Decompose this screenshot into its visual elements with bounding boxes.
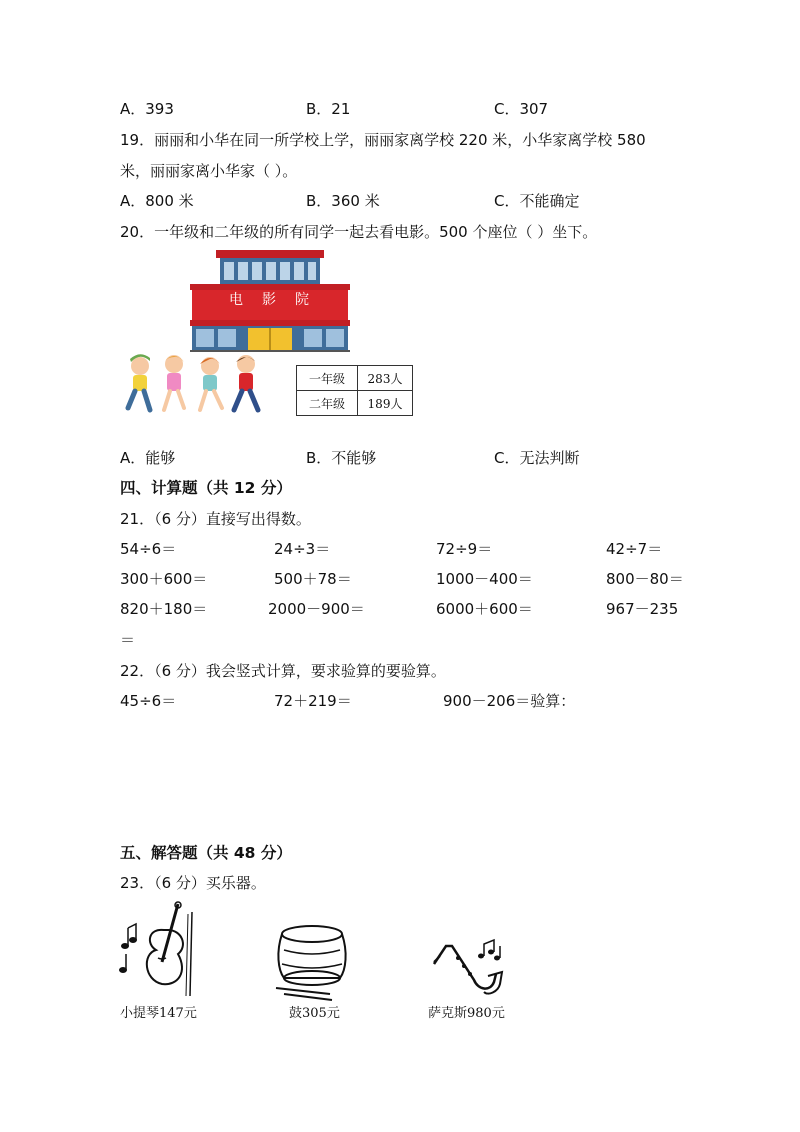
cinema-sign-char-1: 电 xyxy=(229,292,243,308)
q19-option-a: A．800 米 xyxy=(120,192,194,210)
violin-icon xyxy=(118,900,198,1002)
q21-item: 500＋78＝ xyxy=(274,570,352,588)
cinema-sign-char-2: 影 xyxy=(262,292,276,308)
q21-item: 820＋180＝ xyxy=(120,600,208,618)
cinema-sign-char-3: 院 xyxy=(295,292,309,308)
saxophone-label: 萨克斯980元 xyxy=(428,1006,505,1021)
q20-option-c: C．无法判断 xyxy=(494,449,580,467)
q22-item: 45÷6＝ xyxy=(120,692,177,710)
table-row xyxy=(297,366,413,391)
q21-text: 21．（6 分）直接写出得数。 xyxy=(120,510,311,528)
q19-option-b: B．360 米 xyxy=(306,192,380,210)
q22-item: 72＋219＝ xyxy=(274,692,352,710)
q21-item: 2000－900＝ xyxy=(268,600,365,618)
violin-label: 小提琴147元 xyxy=(120,1006,197,1021)
q19-text-line1: 19．丽丽和小华在同一所学校上学，丽丽家离学校 220 米，小华家离学校 580 xyxy=(120,131,646,149)
q20-option-b: B．不能够 xyxy=(306,449,377,467)
grade-cell: 二年级 xyxy=(297,391,358,416)
q21-item: 72÷9＝ xyxy=(436,540,493,558)
children-running-image xyxy=(122,352,270,424)
q18-option-c: C．307 xyxy=(494,100,549,118)
count-cell: 189人 xyxy=(358,391,413,416)
drum-icon xyxy=(270,922,366,1002)
q18-option-a: A．393 xyxy=(120,100,174,118)
q22-text: 22．（6 分）我会竖式计算，要求验算的要验算。 xyxy=(120,662,446,680)
q21-item: 24÷3＝ xyxy=(274,540,331,558)
q20-text: 20．一年级和二年级的所有同学一起去看电影。500 个座位（ ）坐下。 xyxy=(120,223,598,241)
q21-item: 42÷7＝ xyxy=(606,540,663,558)
table-row xyxy=(297,391,413,416)
q19-option-c: C．不能确定 xyxy=(494,192,580,210)
q23-text: 23．（6 分）买乐器。 xyxy=(120,874,266,892)
q20-option-a: A．能够 xyxy=(120,449,176,467)
q21-wrap-equals: ＝ xyxy=(120,631,136,649)
saxophone-icon xyxy=(430,936,510,1002)
drum-label: 鼓305元 xyxy=(289,1006,340,1021)
q21-item: 800－80＝ xyxy=(606,570,684,588)
q18-option-b: B．21 xyxy=(306,100,351,118)
q21-item: 1000－400＝ xyxy=(436,570,533,588)
grade-count-table xyxy=(296,365,413,416)
section-5-title: 五、解答题（共 48 分） xyxy=(120,844,292,862)
section-4-title: 四、计算题（共 12 分） xyxy=(120,479,292,497)
q19-text-line2: 米，丽丽家离小华家（ ）。 xyxy=(120,162,298,180)
q21-item: 300＋600＝ xyxy=(120,570,208,588)
q21-item: 967－235 xyxy=(606,600,679,618)
q22-item: 900－206＝验算： xyxy=(443,692,576,710)
q21-item: 6000＋600＝ xyxy=(436,600,533,618)
count-cell: 283人 xyxy=(358,366,413,391)
grade-cell: 一年级 xyxy=(297,366,358,391)
q21-item: 54÷6＝ xyxy=(120,540,177,558)
